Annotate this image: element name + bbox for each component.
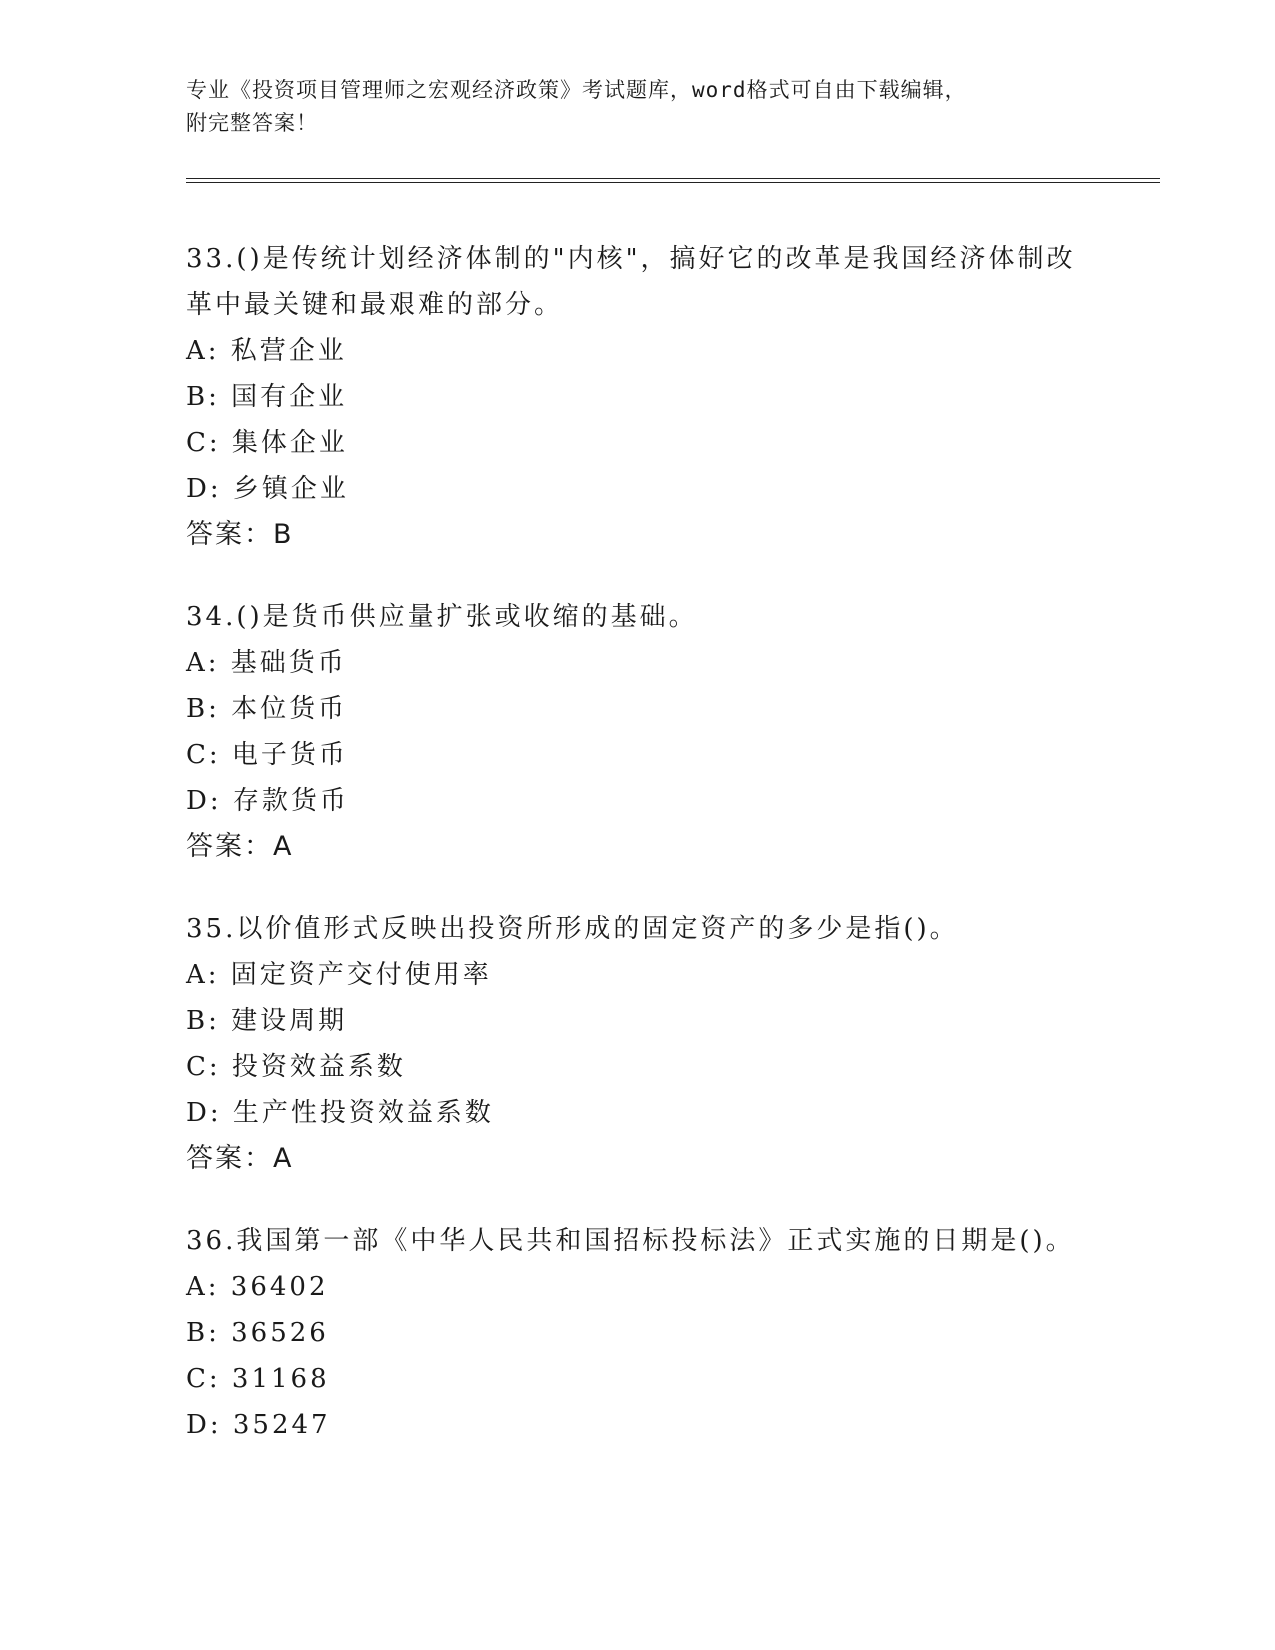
answer: 答案：A <box>186 831 294 862</box>
option-b: B: 国有企业 <box>186 382 348 412</box>
header-line-2: 附完整答案！ <box>186 111 318 135</box>
question-stem: 33.()是传统计划经济体制的"内核"，搞好它的改革是我国经济体制改 <box>186 244 1076 274</box>
option-d: D: 存款货币 <box>186 786 349 816</box>
option-a: A: 私营企业 <box>186 336 347 366</box>
question-stem: 革中最关键和最艰难的部分。 <box>186 290 564 320</box>
header-line-1: 专业《投资项目管理师之宏观经济政策》考试题库，word格式可自由下载编辑， <box>186 78 967 102</box>
option-c: C: 集体企业 <box>186 428 348 458</box>
question-34 <box>186 594 1160 870</box>
question-stem: 35.以价值形式反映出投资所形成的固定资产的多少是指()。 <box>186 914 959 944</box>
document-page <box>186 0 1160 1650</box>
option-d: D: 35247 <box>186 1410 331 1440</box>
option-c: C: 投资效益系数 <box>186 1052 406 1082</box>
document-header <box>186 74 1086 140</box>
answer: 答案：B <box>186 519 294 550</box>
question-stem: 36.我国第一部《中华人民共和国招标投标法》正式实施的日期是()。 <box>186 1226 1075 1256</box>
option-b: B: 本位货币 <box>186 694 348 724</box>
option-b: B: 建设周期 <box>186 1006 348 1036</box>
option-a: A: 基础货币 <box>186 648 347 678</box>
answer: 答案：A <box>186 1143 294 1174</box>
question-33 <box>186 236 1160 558</box>
option-d: D: 生产性投资效益系数 <box>186 1098 494 1128</box>
question-stem: 34.()是货币供应量扩张或收缩的基础。 <box>186 602 698 632</box>
question-35 <box>186 906 1160 1182</box>
question-36 <box>186 1218 1160 1448</box>
question-list <box>186 236 1160 1484</box>
option-c: C: 31168 <box>186 1364 330 1394</box>
option-a: A: 固定资产交付使用率 <box>186 960 492 990</box>
header-divider <box>186 178 1160 183</box>
option-a: A: 36402 <box>186 1272 329 1302</box>
option-b: B: 36526 <box>186 1318 329 1348</box>
option-c: C: 电子货币 <box>186 740 348 770</box>
option-d: D: 乡镇企业 <box>186 474 349 504</box>
